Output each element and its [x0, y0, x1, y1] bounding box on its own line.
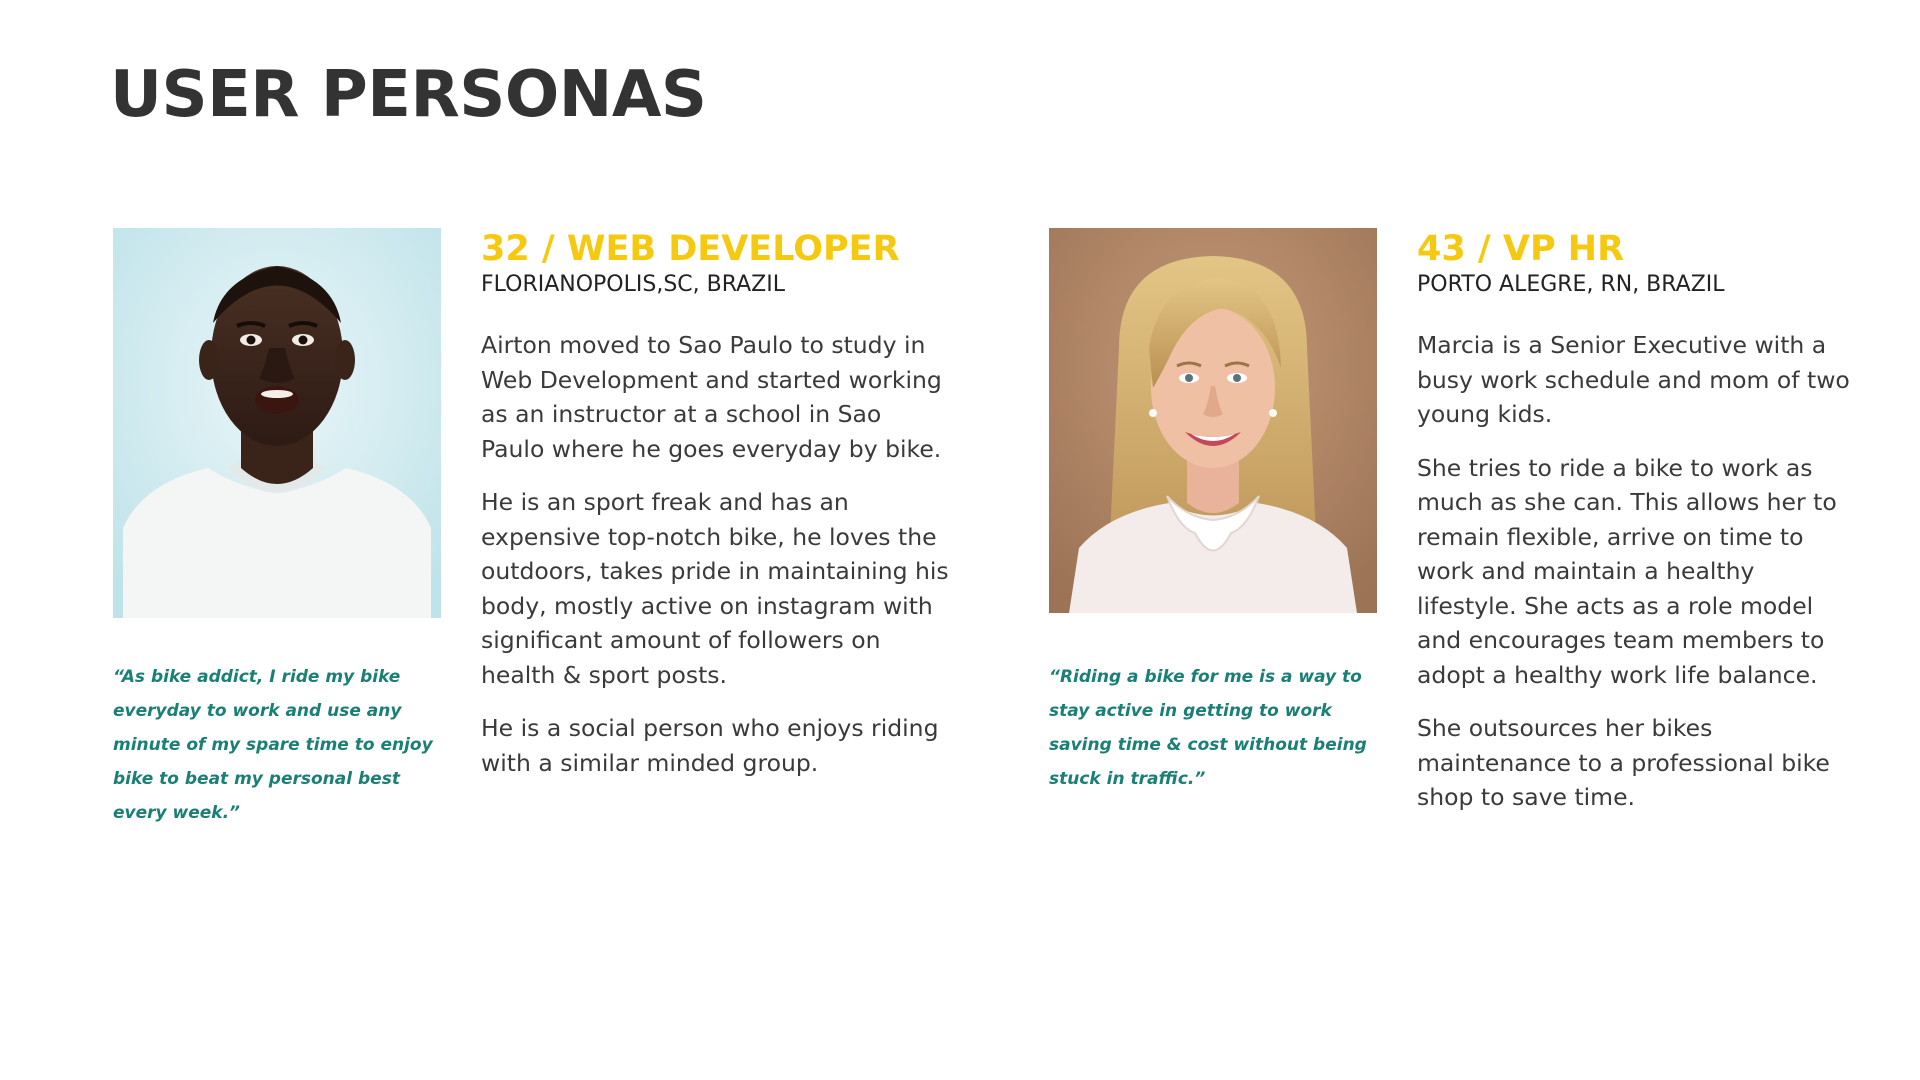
persona-location: PORTO ALEGRE, RN, BRAZIL [1417, 272, 1725, 297]
bio-paragraph: Marcia is a Senior Executive with a busy work schedule and mom of two young kids. [1417, 331, 1850, 428]
persona-photo-man [113, 228, 441, 618]
persona-quote: “As bike addict, I ride my bike everyday to work and use any minute of my spare time to enjoy bike to beat my personal best every week.” [113, 667, 433, 823]
bio-paragraph: She outsources her bikes maintenance to a professional bike shop to save time. [1417, 714, 1830, 811]
bio-paragraph: Airton moved to Sao Paulo to study in Web Development and started working as an instructor at a school in Sao Paulo where he goes everyday by bike. [481, 331, 942, 463]
persona-bio [1417, 328, 1857, 815]
persona-photo-woman [1049, 228, 1377, 613]
persona-role: 32 / WEB DEVELOPER [481, 229, 900, 269]
persona-quote: “Riding a bike for me is a way to stay active in getting to work saving time & cost without being stuck in traffic.” [1049, 667, 1367, 789]
bio-paragraph: He is an sport freak and has an expensive top-notch bike, he loves the outdoors, takes pride in maintaining his body, mostly active on instagram with significant amount of followers on health & sport posts. [481, 488, 949, 689]
persona-card-vp-hr [1049, 228, 1849, 868]
persona-location: FLORIANOPOLIS,SC, BRAZIL [481, 272, 785, 297]
persona-role: 43 / VP HR [1417, 229, 1625, 269]
page-title: USER PERSONAS [110, 58, 707, 132]
persona-card-web-developer [113, 228, 949, 868]
persona-details [1417, 228, 1857, 834]
persona-details [481, 228, 951, 799]
bio-paragraph: He is a social person who enjoys riding with a similar minded group. [481, 714, 939, 777]
bio-paragraph: She tries to ride a bike to work as much as she can. This allows her to remain flexible, arrive on time to work and maintain a healthy lifestyle. She acts as a role model and encourages team members to adopt a healthy work life balance. [1417, 453, 1837, 689]
persona-bio [481, 328, 951, 780]
